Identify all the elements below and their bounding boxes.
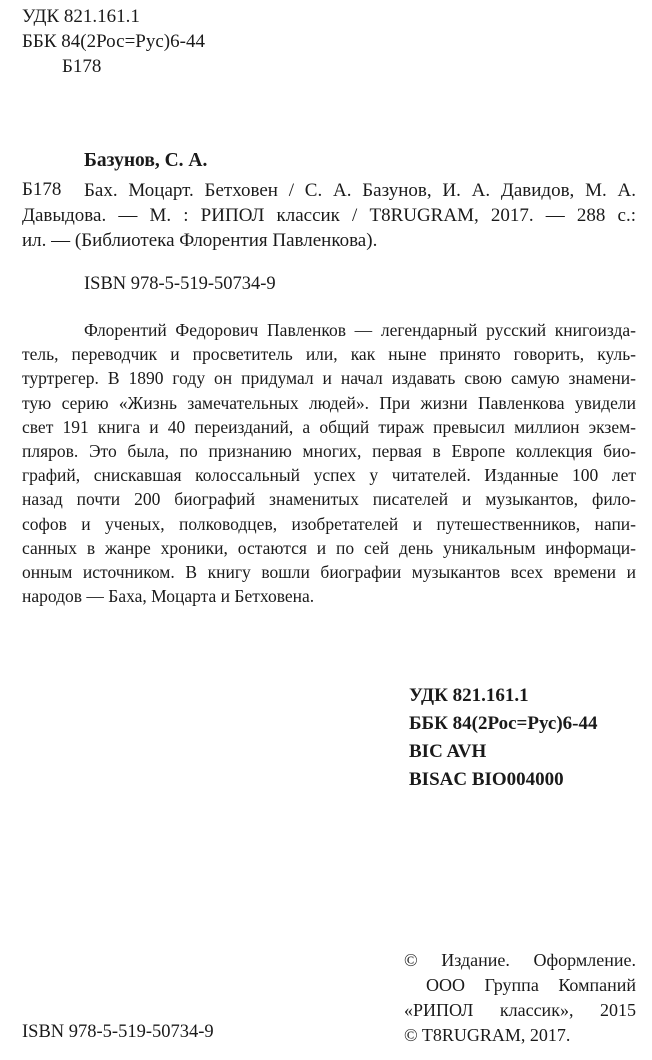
author-heading: Базунов, С. А. [84,150,208,171]
citation-line: ил. — (Библиотека Флорентия Павленкова). [22,230,378,251]
annotation-line: народов — Баха, Моцарта и Бетховена. [22,586,315,607]
bbk-code: ББК 84(2Рос=Рус)6-44 [22,31,205,52]
copyright-block [404,948,636,1048]
annotation-line: графий, снискавшая колоссальный успех у читателей. Изданные 100 лет [22,465,636,486]
annotation-paragraph [22,318,636,608]
annotation-line: софов и ученых, полководцев, изобретателей и путешественников, напи- [22,513,636,534]
annotation-line: назад почти 200 биографий знаменитых писателей и музыкантов, фило- [22,489,636,510]
annotation-line: свет 191 книга и 40 переизданий, а общий тираж превысил миллион экзем- [22,416,636,437]
copyright-line: © T8RUGRAM, 2017. [404,1025,571,1045]
annotation-line: пляров. Это была, по признанию многих, первая в Европе коллекция био- [22,441,636,462]
annotation-line: туртрегер. В 1890 году он придумал и начал издавать свою самую знамени- [22,368,636,389]
udk-code: УДК 821.161.1 [22,6,140,27]
isbn-footer: ISBN 978-5-519-50734-9 [22,1022,214,1042]
copyright-line: ООО Группа Компаний [426,975,636,995]
citation-line: Бах. Моцарт. Бетховен / С. А. Базунов, И. А. Давидов, М. А. [84,180,636,201]
isbn-record: ISBN 978-5-519-50734-9 [84,274,276,294]
copyright-line: © Издание. Оформление. [404,950,636,970]
copyright-line: «РИПОЛ классик», 2015 [404,1000,636,1020]
bisac-code: BISAC BIO004000 [409,769,564,790]
bic-code: BIC AVH [409,741,487,762]
subject-codes [409,682,597,794]
udk-code-bottom: УДК 821.161.1 [409,685,529,706]
author-sign: Б178 [62,56,102,77]
classification-block [22,4,205,79]
annotation-line: Флорентий Федорович Павленков — легендарный русский книгоизда- [84,320,636,340]
annotation-line: тель, переводчик и просветитель или, как ныне принято говорить, куль- [22,344,636,365]
bbk-code-bottom: ББК 84(2Рос=Рус)6-44 [409,713,598,734]
annotation-line: санных в жанре хроники, остаются и по сей день уникальным информаци- [22,537,636,558]
citation-line: Давыдова. — М. : РИПОЛ классик / T8RUGRAM, 2017. — 288 с.: [22,205,636,226]
annotation-line: тую серию «Жизнь замечательных людей». При жизни Павленкова увидели [22,392,636,413]
annotation-line: онным источником. В книгу вошли биографии музыкантов всех времени и [22,562,636,583]
call-number: Б178 [22,179,62,200]
